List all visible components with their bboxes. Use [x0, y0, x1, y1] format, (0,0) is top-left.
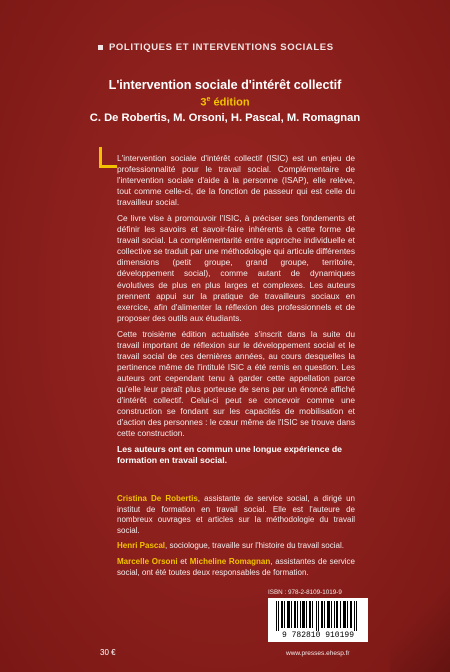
barcode-number: 9 782810 910199 [281, 631, 354, 640]
author-bios [117, 494, 355, 583]
bio-1-name: Cristina De Robertis [117, 494, 198, 503]
bio-2-text: , sociologue, travaille sur l'histoire du travail social. [165, 541, 344, 551]
authors-line: C. De Robertis, M. Orsoni, H. Pascal, M. Romagnan [89, 112, 361, 124]
series-label: POLITIQUES ET INTERVENTIONS SOCIALES [109, 42, 334, 53]
blurb-lead-statement: Les auteurs ont en commun une longue expérience de formation en travail social. [117, 444, 342, 466]
corner-shading [390, 582, 450, 672]
blurb-paragraph-2: Ce livre vise à promouvoir l'ISIC, à préciser ses fondements et définir les savoirs et savoir-faire inhérents à cette forme de travail social. La complémentarité entre approche individuelle et collective se traduit par une méthodologie qui articule différentes dimensions (petit groupe, grand groupe, territoire, développement social), comme autant de dynamiques évolutives de plus en plus larges et complexes. Les auteurs prennent appui sur la pratique de travailleurs sociaux en exercice, afin d'alimenter la réflexion des professionnels et de proposer des outils aux étudiants. [117, 213, 355, 323]
bio-3-name-2: Micheline Romagnan [189, 556, 271, 566]
bio-3-text: , assistantes de service social, ont été toutes deux responsables de formation. [117, 556, 356, 577]
edition-superscript: e [206, 96, 211, 103]
book-title: L'intervention sociale d'intérêt collectif [108, 78, 342, 92]
bio-3-name-1: Marcelle Orsoni [117, 556, 178, 566]
series-name [98, 42, 334, 53]
corner-bracket-icon [99, 147, 117, 168]
bio-1-text: , assistante de service social, a dirigé un institut de formation en travail social. Elle est l'auteure de nombreux ouvrages et articles sur la méthodologie du travail social. [117, 494, 356, 535]
blurb-text [117, 153, 355, 472]
bio-1 [117, 494, 355, 536]
bio-3-and: et [177, 556, 190, 566]
edition-number: 3 [200, 96, 207, 109]
edition-word: édition [210, 96, 250, 109]
price-label: 30 € [100, 648, 116, 657]
bio-2 [117, 541, 355, 552]
blurb-paragraph-1: L'intervention sociale d'intérêt collectif (ISIC) est un enjeu de professionnalité pour le travail social. Complémentaire de l'intervention sociale d'aide à la personne (ISAP), elle relève, tout comme celle-ci, de la fonction de passeur qui est celle du travailleur social. [117, 153, 355, 208]
barcode-bars-icon [276, 601, 360, 631]
square-bullet-icon [98, 45, 103, 50]
publisher-website: www.presses.ehesp.fr [286, 650, 350, 657]
isbn-label: ISBN : 978-2-8109-1019-9 [268, 589, 342, 596]
bio-3 [117, 557, 355, 578]
barcode [268, 598, 368, 642]
edition-label [0, 96, 450, 109]
bio-2-name: Henri Pascal [117, 541, 166, 551]
blurb-paragraph-3: Cette troisième édition actualisée s'inscrit dans la suite du travail important de réflexion sur le développement social et le travail social de ces dernières années, au cours desquelles la pertinence même de l'intitulé ISIC a été remis en question. Les auteurs ont cependant tenu à garder cette appellation parce qu'elle leur paraît plus porteuse de sens par un énoncé affiché d'intérêt collectif. Celui-ci peut se concevoir comme une construction se fondant sur les capacités de mobilisation et d'action des personnes : le cœur même de l'ISIC se trouve dans cette construction. [117, 328, 355, 439]
